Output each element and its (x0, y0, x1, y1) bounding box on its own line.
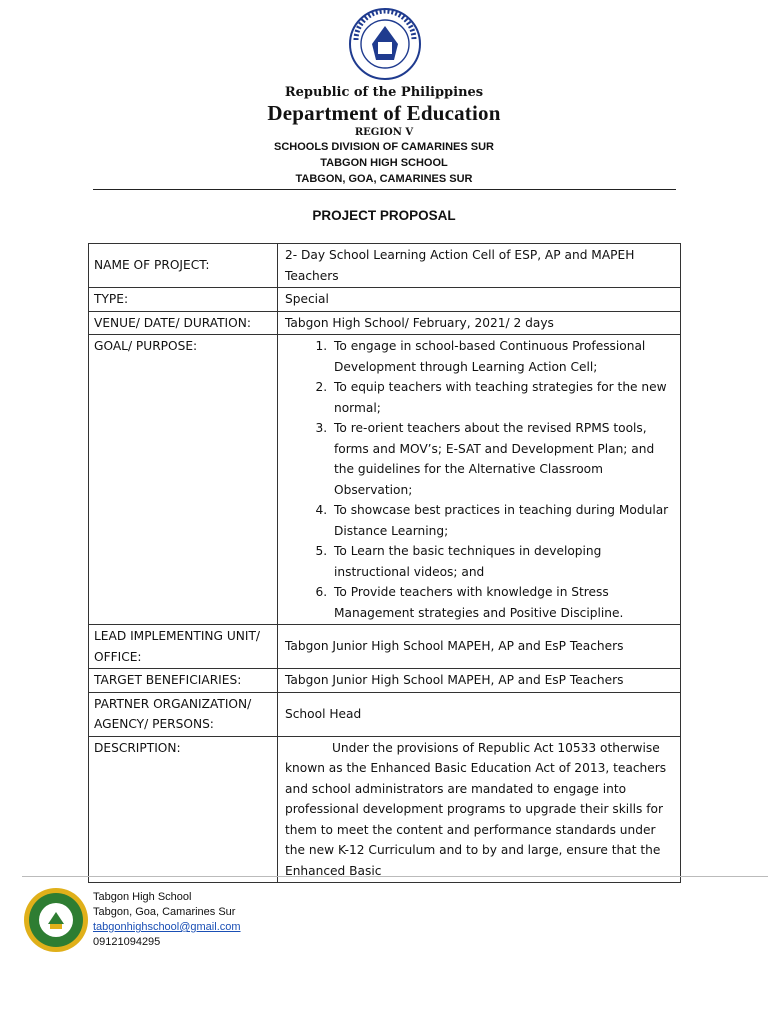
header-divider (93, 189, 676, 190)
table-row (89, 288, 681, 312)
table-row (89, 625, 681, 669)
school-address: TABGON, GOA, CAMARINES SUR (295, 173, 473, 185)
row-label: NAME OF PROJECT: (89, 244, 278, 288)
department-name: Department of Education (267, 101, 501, 125)
list-item: 1. To engage in school-based Continuous Professional Development through Learning Action Cell; (331, 336, 674, 377)
goal-list (285, 336, 674, 623)
division-name: SCHOOLS DIVISION OF CAMARINES SUR (273, 141, 495, 153)
row-value: Tabgon Junior High School MAPEH, AP and EsP Teachers (278, 625, 681, 669)
footer-email-link[interactable]: tabgonhighschool@gmail.com (93, 921, 241, 933)
row-label: PARTNER ORGANIZATION/ AGENCY/ PERSONS: (89, 692, 278, 736)
list-item: 4. To showcase best practices in teaching during Modular Distance Learning; (331, 500, 674, 541)
document-title: PROJECT PROPOSAL (312, 208, 456, 223)
row-value: Under the provisions of Republic Act 10533 otherwise known as the Enhanced Basic Education Act of 2013, teachers and school administrators are mandated to engage into professional development programs to upgrade their skills for them to meet the content and performance standards under the new K-12 Curriculum and to by and large, ensure that the Enhanced Basic (278, 736, 681, 883)
region-name: REGION V (354, 127, 414, 138)
table-row (89, 692, 681, 736)
deped-seal-logo (348, 4, 422, 88)
table-row (89, 244, 681, 288)
school-name: TABGON HIGH SCHOOL (320, 157, 448, 169)
table-row (89, 669, 681, 693)
school-logo (22, 886, 90, 954)
row-value: Tabgon High School/ February, 2021/ 2 days (278, 311, 681, 335)
row-label: GOAL/ PURPOSE: (89, 335, 278, 625)
list-item: 6. To Provide teachers with knowledge in Stress Management strategies and Positive Discipline. (331, 582, 674, 623)
list-item: 3. To re-orient teachers about the revised RPMS tools, forms and MOV’s; E-SAT and Development Plan; and the guidelines for the Alternative Classroom Observation; (331, 418, 674, 500)
row-value (278, 335, 681, 625)
row-label: VENUE/ DATE/ DURATION: (89, 311, 278, 335)
row-label: LEAD IMPLEMENTING UNIT/ OFFICE: (89, 625, 278, 669)
table-row (89, 736, 681, 883)
footer-school: Tabgon High School (93, 891, 192, 903)
proposal-table (88, 243, 681, 883)
row-value: 2- Day School Learning Action Cell of ESP, AP and MAPEH Teachers (278, 244, 681, 288)
list-item: 5. To Learn the basic techniques in developing instructional videos; and (331, 541, 674, 582)
footer-phone: 09121094295 (93, 936, 161, 948)
row-label: DESCRIPTION: (89, 736, 278, 883)
table-row (89, 335, 681, 625)
country-name: Republic of the Philippines (284, 85, 484, 100)
row-label: TARGET BENEFICIARIES: (89, 669, 278, 693)
row-value: Special (278, 288, 681, 312)
list-item: 2. To equip teachers with teaching strategies for the new normal; (331, 377, 674, 418)
row-label: TYPE: (89, 288, 278, 312)
footer-divider (22, 876, 768, 877)
table-row (89, 311, 681, 335)
row-value: Tabgon Junior High School MAPEH, AP and EsP Teachers (278, 669, 681, 693)
footer-address: Tabgon, Goa, Camarines Sur (93, 906, 236, 918)
footer-contact (93, 890, 241, 950)
row-value: School Head (278, 692, 681, 736)
